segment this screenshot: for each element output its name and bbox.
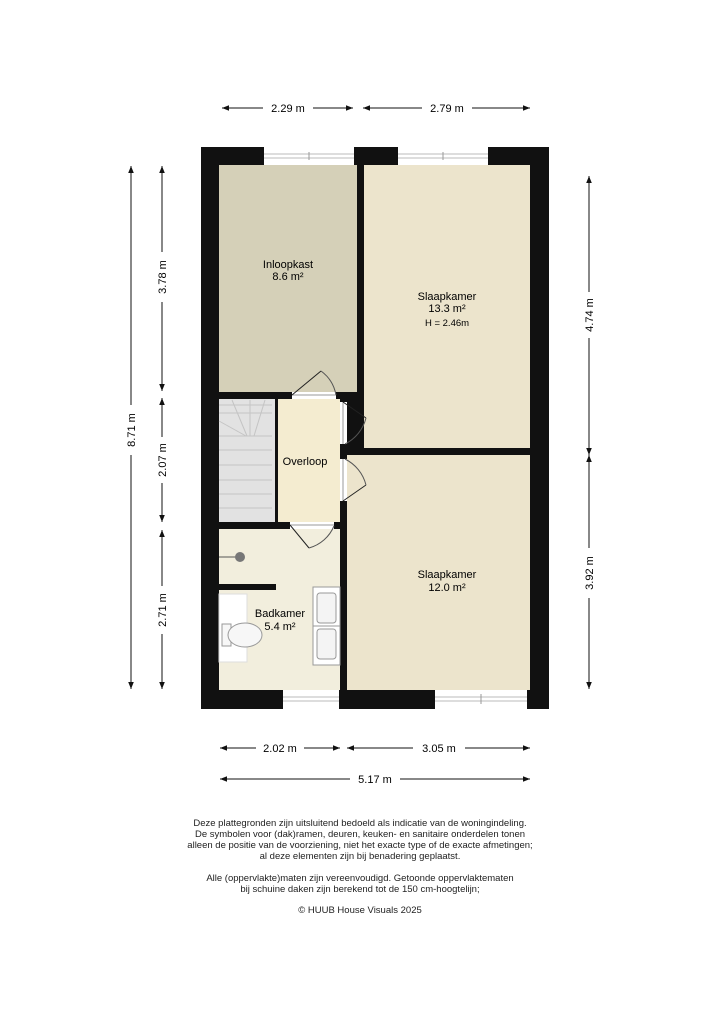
svg-text:2.79 m: 2.79 m bbox=[430, 103, 464, 115]
slaapkamer-2-area: 12.0 m² bbox=[428, 582, 466, 594]
dim-top-left bbox=[222, 103, 353, 115]
slaapkamer-1-height: H = 2.46m bbox=[424, 318, 470, 329]
disclaimer-line: al deze elementen zijn bij benadering geplaatst. bbox=[259, 851, 461, 862]
svg-text:3.78 m: 3.78 m bbox=[157, 260, 169, 294]
window-inloopkast bbox=[264, 147, 354, 165]
slaapkamer-2-name: Slaapkamer bbox=[417, 569, 477, 581]
dim-top-right bbox=[363, 103, 530, 115]
svg-text:2.07 m: 2.07 m bbox=[157, 443, 169, 477]
svg-text:2.29 m: 2.29 m bbox=[271, 103, 305, 115]
badkamer-name: Badkamer bbox=[254, 608, 306, 620]
window-badkamer bbox=[283, 690, 339, 709]
inloopkast-area: 8.6 m² bbox=[272, 271, 304, 283]
copyright-text: © HUUB House Visuals 2025 bbox=[298, 905, 422, 916]
dim-left-3 bbox=[157, 530, 169, 689]
dim-bottom-right bbox=[347, 743, 530, 755]
double-sink-icon bbox=[313, 587, 340, 665]
dim-left-2 bbox=[157, 398, 169, 522]
dim-left-1 bbox=[157, 166, 169, 391]
disclaimer-line: alleen de positie van de voorziening, niet het exacte type of de exacte afmetingen; bbox=[187, 840, 533, 851]
svg-text:3.05 m: 3.05 m bbox=[422, 743, 456, 755]
dim-left-total bbox=[126, 166, 138, 689]
dim-bottom-left bbox=[220, 743, 340, 755]
dim-right-2 bbox=[584, 455, 596, 689]
disclaimer-paragraph-1 bbox=[0, 818, 720, 862]
svg-text:2.02 m: 2.02 m bbox=[263, 743, 297, 755]
svg-text:2.71 m: 2.71 m bbox=[157, 593, 169, 627]
room-stairs bbox=[219, 399, 275, 522]
svg-text:4.74 m: 4.74 m bbox=[584, 298, 596, 332]
disclaimer-line: De symbolen voor (dak)ramen, deuren, keuken- en sanitaire onderdelen tonen bbox=[194, 829, 526, 840]
disclaimer-line: bij schuine daken zijn berekend tot de 150 cm-hoogtelijn; bbox=[240, 884, 480, 895]
slaapkamer-1-name: Slaapkamer bbox=[417, 291, 477, 303]
disclaimer-line: Deze plattegronden zijn uitsluitend bedoeld als indicatie van de woningindeling. bbox=[193, 818, 527, 829]
inloopkast-name: Inloopkast bbox=[262, 259, 314, 271]
disclaimer-paragraph-2 bbox=[0, 873, 720, 895]
window-slaapkamer-1 bbox=[398, 147, 488, 165]
copyright bbox=[0, 905, 720, 916]
shower-screen bbox=[219, 584, 276, 590]
disclaimer-line: Alle (oppervlakte)maten zijn vereenvoudigd. Getoonde oppervlaktematen bbox=[206, 873, 514, 884]
dim-bottom-total bbox=[220, 774, 530, 786]
overloop-name: Overloop bbox=[282, 456, 328, 468]
slaapkamer-1-area: 13.3 m² bbox=[428, 303, 466, 315]
badkamer-area: 5.4 m² bbox=[264, 621, 296, 633]
svg-text:3.92 m: 3.92 m bbox=[584, 556, 596, 590]
window-slaapkamer-2 bbox=[435, 690, 527, 709]
dim-right-1 bbox=[584, 176, 596, 455]
svg-text:5.17 m: 5.17 m bbox=[358, 774, 392, 786]
overloop-inner-wall bbox=[275, 399, 278, 522]
svg-text:8.71 m: 8.71 m bbox=[126, 413, 138, 447]
